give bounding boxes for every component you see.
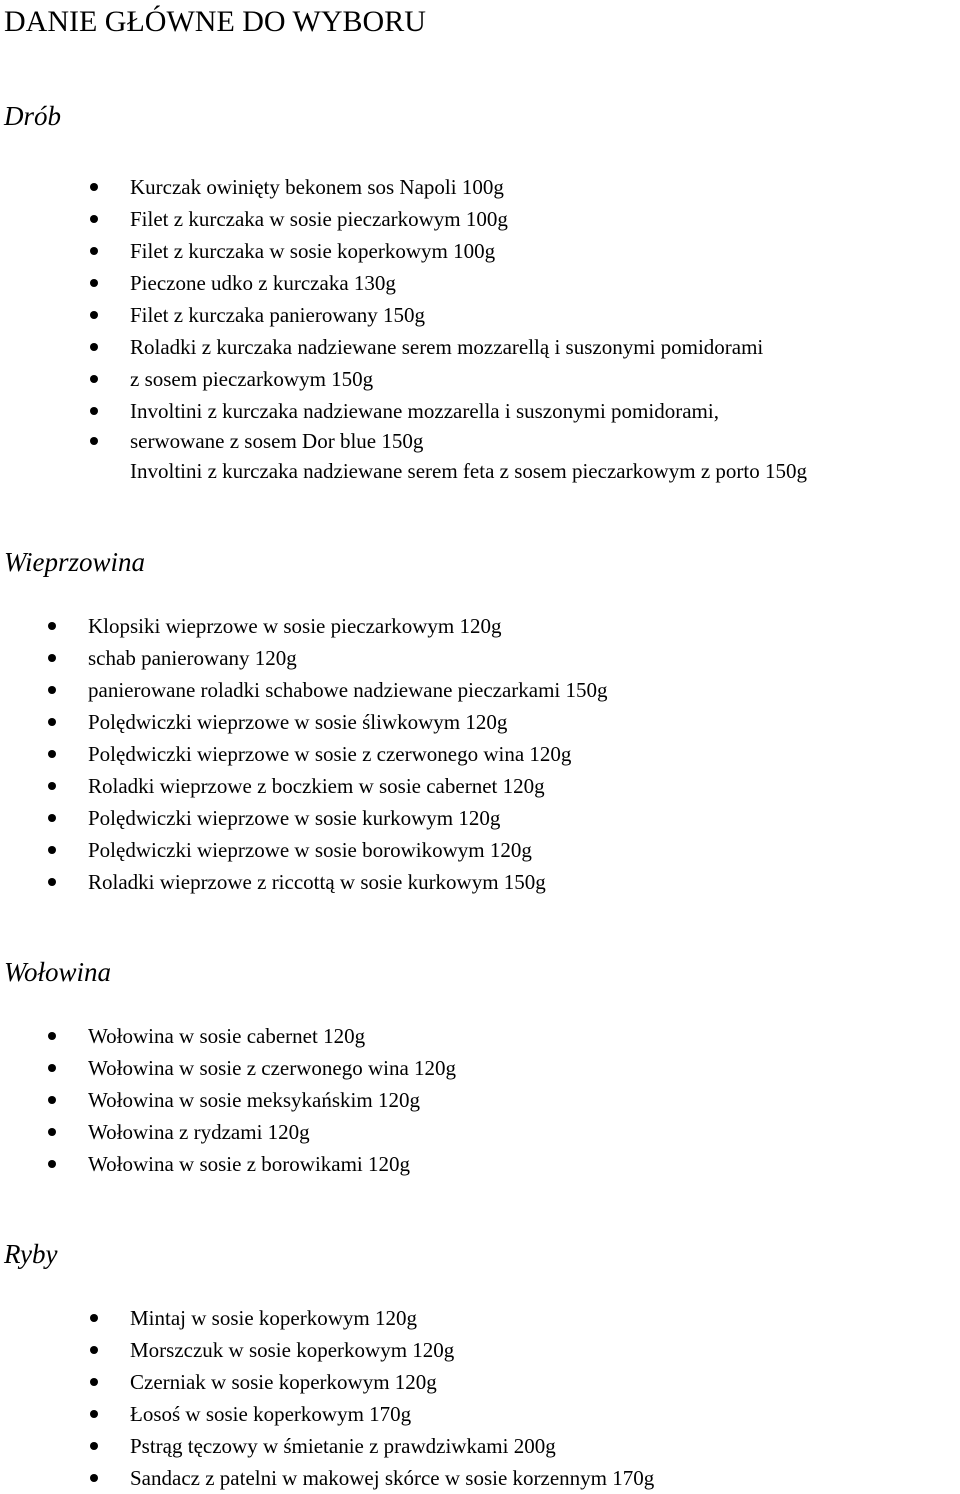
bullet-icon bbox=[90, 247, 98, 255]
list-item-text: Roladki z kurczaka nadziewane serem mozzarellą i suszonymi pomidorami bbox=[130, 335, 764, 359]
bullet-icon bbox=[48, 718, 56, 726]
list-item-text: Wołowina w sosie meksykańskim 120g bbox=[88, 1088, 420, 1112]
bullet-icon bbox=[48, 686, 56, 694]
bullet-icon bbox=[48, 1128, 56, 1136]
list-item-text: Polędwiczki wieprzowe w sosie kurkowym 120g bbox=[88, 806, 501, 830]
list-item-text: Klopsiki wieprzowe w sosie pieczarkowym 120g bbox=[88, 614, 502, 638]
list-item-text: Filet z kurczaka panierowany 150g bbox=[130, 303, 426, 327]
list-item-text: schab panierowany 120g bbox=[88, 646, 297, 670]
list-item-text: Polędwiczki wieprzowe w sosie borowikowym 120g bbox=[88, 838, 532, 862]
bullet-icon bbox=[90, 437, 98, 445]
list-item-text: Wołowina w sosie z czerwonego wina 120g bbox=[88, 1056, 457, 1080]
section-heading-ryby: Ryby bbox=[4, 1239, 58, 1269]
bullet-icon bbox=[48, 622, 56, 630]
list-item-text: Involtini z kurczaka nadziewane mozzarella i suszonymi pomidorami, bbox=[130, 399, 719, 423]
bullet-icon bbox=[90, 279, 98, 287]
section-heading-drob: Drób bbox=[4, 101, 62, 131]
bullet-icon bbox=[90, 215, 98, 223]
list-item-text: Czerniak w sosie koperkowym 120g bbox=[130, 1370, 437, 1394]
section-heading-wolowina: Wołowina bbox=[4, 957, 112, 987]
list-item-text: Roladki wieprzowe z boczkiem w sosie cabernet 120g bbox=[88, 774, 545, 798]
bullet-icon bbox=[48, 1160, 56, 1168]
list-item-text: Roladki wieprzowe z riccottą w sosie kurkowym 150g bbox=[88, 870, 546, 894]
list-item-text: Mintaj w sosie koperkowym 120g bbox=[130, 1306, 417, 1330]
bullet-icon bbox=[90, 1314, 98, 1322]
list-item-text: Pstrąg tęczowy w śmietanie z prawdziwkami 200g bbox=[130, 1434, 556, 1458]
list-item-text: Sandacz z patelni w makowej skórce w sosie korzennym 170g bbox=[130, 1466, 655, 1490]
bullet-icon bbox=[48, 846, 56, 854]
bullet-icon bbox=[90, 183, 98, 191]
bullet-icon bbox=[48, 750, 56, 758]
bullet-icon bbox=[90, 343, 98, 351]
bullet-icon bbox=[48, 1032, 56, 1040]
section-heading-wieprzowina: Wieprzowina bbox=[4, 547, 146, 577]
list-item-text: Łosoś w sosie koperkowym 170g bbox=[130, 1402, 412, 1426]
list-item-text: Pieczone udko z kurczaka 130g bbox=[130, 271, 396, 295]
list-item-text: Polędwiczki wieprzowe w sosie śliwkowym 120g bbox=[88, 710, 508, 734]
bullet-icon bbox=[48, 1096, 56, 1104]
bullet-icon bbox=[48, 782, 56, 790]
bullet-icon bbox=[90, 311, 98, 319]
list-item-text: z sosem pieczarkowym 150g bbox=[130, 367, 374, 391]
list-item-text: Involtini z kurczaka nadziewane serem feta z sosem pieczarkowym z porto 150g bbox=[130, 459, 807, 483]
list-item-text: Wołowina z rydzami 120g bbox=[88, 1120, 310, 1144]
bullet-icon bbox=[48, 654, 56, 662]
list-item-text: Morszczuk w sosie koperkowym 120g bbox=[130, 1338, 455, 1362]
list-item-text: serwowane z sosem Dor blue 150g bbox=[130, 429, 424, 453]
bullet-icon bbox=[90, 407, 98, 415]
bullet-icon bbox=[90, 1346, 98, 1354]
list-item-text: Wołowina w sosie z borowikami 120g bbox=[88, 1152, 411, 1176]
bullet-icon bbox=[48, 878, 56, 886]
bullet-icon bbox=[90, 1410, 98, 1418]
bullet-icon bbox=[48, 1064, 56, 1072]
list-item-text: panierowane roladki schabowe nadziewane pieczarkami 150g bbox=[88, 678, 608, 702]
list-item-text: Wołowina w sosie cabernet 120g bbox=[88, 1024, 366, 1048]
list-item-text: Kurczak owinięty bekonem sos Napoli 100g bbox=[130, 175, 504, 199]
list-item-text: Filet z kurczaka w sosie pieczarkowym 100g bbox=[130, 207, 508, 231]
bullet-icon bbox=[48, 814, 56, 822]
list-item-text: Filet z kurczaka w sosie koperkowym 100g bbox=[130, 239, 496, 263]
bullet-icon bbox=[90, 375, 98, 383]
page-title: DANIE GŁÓWNE DO WYBORU bbox=[4, 5, 426, 38]
list-item-text: Polędwiczki wieprzowe w sosie z czerwonego wina 120g bbox=[88, 742, 572, 766]
bullet-icon bbox=[90, 1378, 98, 1386]
bullet-icon bbox=[90, 1442, 98, 1450]
bullet-icon bbox=[90, 1474, 98, 1482]
